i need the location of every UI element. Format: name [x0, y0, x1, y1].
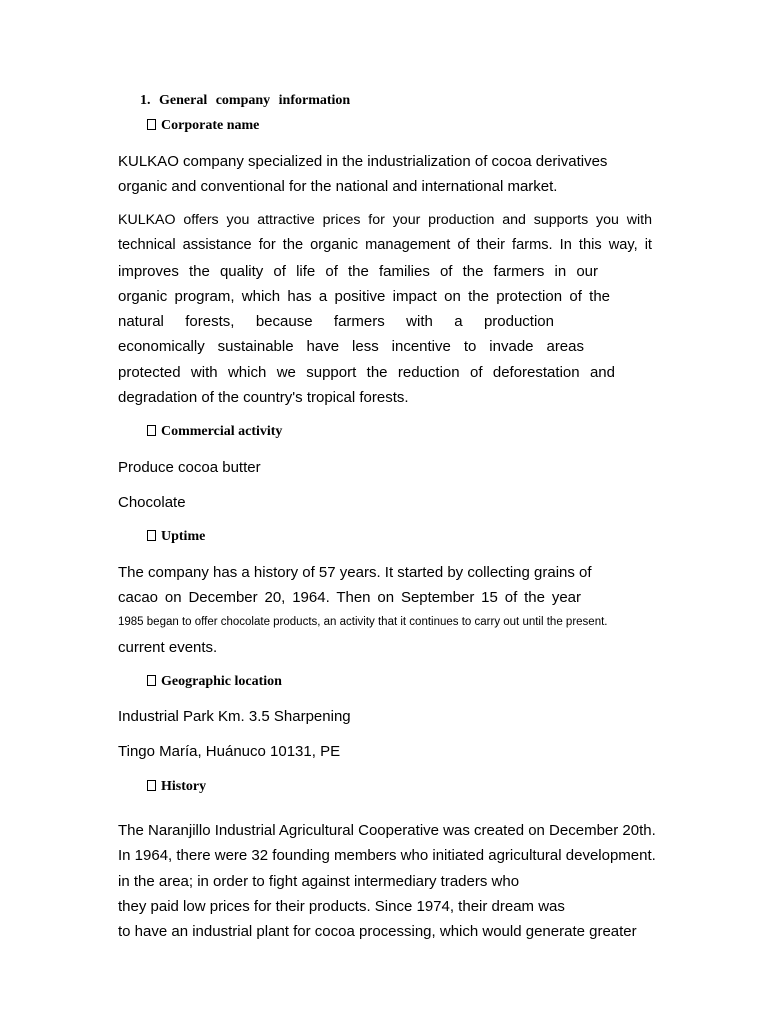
- address-line: Industrial Park Km. 3.5 Sharpening: [118, 708, 351, 725]
- address-line: Tingo María, Huánuco 10131, PE: [118, 743, 341, 760]
- history-heading: History: [147, 779, 206, 795]
- section-title: General company information: [159, 93, 351, 108]
- uptime-heading: Uptime: [147, 529, 205, 545]
- checkbox-bullet-icon: [147, 530, 156, 541]
- checkbox-bullet-icon: [147, 425, 156, 436]
- corporate-name-paragraph-2: KULKAO offers you attractive prices for your production and supports you with technical assistance for the organic management of their farms. In this way, it improves the quality of life of the families of the farmers in our organic program, which has a positive impact on the protection of the natural forests, because farmers with a production economically sustainable have less incentive to invade areas protected with which we support the reduction of deforestation and degradation of the country's tropical forests.: [118, 212, 652, 407]
- history-paragraph: The Naranjillo Industrial Agricultural Cooperative was created on December 20th. In 1964, there were 32 founding members who initiated agricultural development. in the area; in order to fight against intermediary traders who they paid low prices for their products. Since 1974, their dream was to have an industrial plant for cocoa processing, which would generate greater: [118, 822, 656, 941]
- commercial-activity-item: Produce cocoa butter: [118, 459, 261, 476]
- checkbox-bullet-icon: [147, 119, 156, 130]
- geographic-location-heading: Geographic location: [147, 674, 282, 690]
- checkbox-bullet-icon: [147, 780, 156, 791]
- checkbox-bullet-icon: [147, 675, 156, 686]
- commercial-activity-heading: Commercial activity: [147, 424, 282, 440]
- corporate-name-paragraph-1: KULKAO company specialized in the industrialization of cocoa derivatives organic and conventional for the national and international market.: [118, 153, 608, 196]
- commercial-activity-item: Chocolate: [118, 494, 186, 511]
- uptime-paragraph: The company has a history of 57 years. It started by collecting grains of cacao on December 20, 1964. Then on September 15 of the year 1985 began to offer chocolate products, an activity that it continues to carry out until the present. current events.: [118, 564, 608, 656]
- section-number: 1.: [140, 93, 151, 108]
- section-heading: [140, 93, 350, 109]
- corporate-name-heading: Corporate name: [147, 118, 259, 134]
